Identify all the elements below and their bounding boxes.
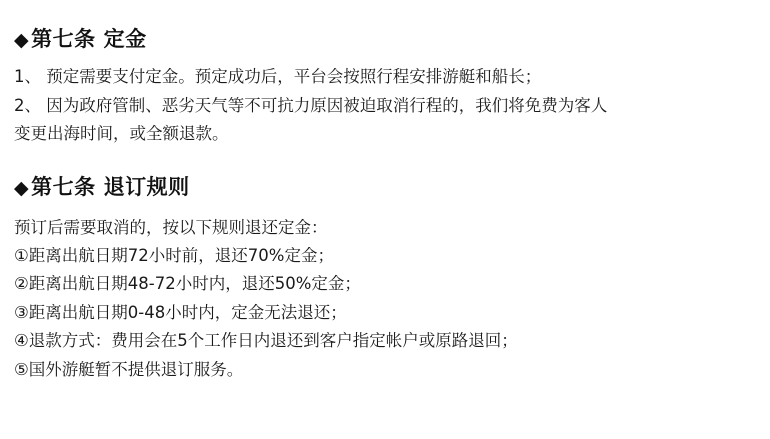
refund-rule-2: ②距离出航日期48-72小时内，退还50%定金； xyxy=(14,274,361,294)
diamond-bullet-icon: ◆ xyxy=(14,29,30,51)
deposit-item-2: 2、 因为政府管制、恶劣天气等不可抗力原因被迫取消行程的，我们将免费为客人 xyxy=(14,95,608,115)
deposit-item-1: 1、 预定需要支付定金。预定成功后，平台会按照行程安排游艇和船长； xyxy=(14,67,542,87)
diamond-bullet-icon: ◆ xyxy=(14,177,30,200)
refund-rule-4: ④退款方式：费用会在5个工作日内退还到客户指定帐户或原路退回； xyxy=(14,331,518,351)
refund-rule-5: ⑤国外游艇暂不提供退订服务。 xyxy=(14,359,244,379)
section-refund-title: 退订规则 xyxy=(103,175,190,200)
section-refund-body xyxy=(14,214,756,384)
refund-intro: 预订后需要取消的，按以下规则退还定金： xyxy=(14,217,328,237)
section-deposit-heading xyxy=(14,26,756,53)
section-deposit xyxy=(14,26,756,148)
refund-rule-3: ③距离出航日期0-48小时内，定金无法退还； xyxy=(14,302,347,322)
section-deposit-clause: 第七条 xyxy=(31,27,96,51)
section-refund xyxy=(14,174,756,384)
section-refund-clause: 第七条 xyxy=(31,175,96,200)
deposit-item-2-cont: 变更出海时间，或全额退款。 xyxy=(14,124,229,144)
section-deposit-body xyxy=(14,63,756,148)
refund-rule-1: ①距离出航日期72小时前，退还70%定金； xyxy=(14,246,334,266)
section-deposit-title: 定金 xyxy=(103,27,147,51)
section-refund-heading xyxy=(14,174,756,201)
